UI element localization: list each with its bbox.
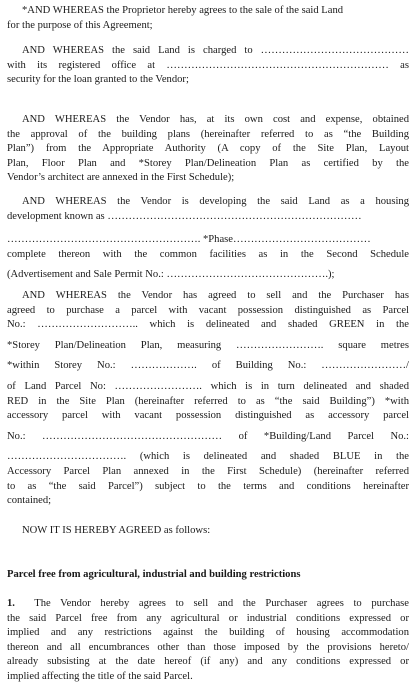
text-line — [7, 597, 409, 612]
text-line: security for the loan granted to the Vendor; — [7, 74, 189, 86]
text-line: to as “the said Parcel”) subject to the terms and conditions hereinafter — [7, 480, 409, 492]
paragraph-parcel-purchase — [7, 289, 409, 509]
text-line: Plan, Floor Plan and *Storey Plan/Delineation Plan as certified by the — [7, 157, 409, 169]
text-line: RED in the Site Plan (hereinafter referred to as “the said Building”) *with — [7, 395, 409, 407]
text-line: development known as ……………………………………………………………… — [7, 210, 362, 222]
text-line: implied affecting the title of the said Parcel. — [7, 670, 193, 682]
text-line: ………………………………………………. *Phase………………………………… — [7, 234, 371, 246]
text-line: *AND WHEREAS the Proprietor hereby agrees to the sale of the said Land — [22, 5, 344, 16]
text-line: Accessory Parcel Plan annexed in the First Schedule) (hereinafter referred — [7, 465, 409, 477]
text-line: Plan”) from the Appropriate Authority (A copy of the Site Plan, Layout — [7, 143, 409, 155]
text-line: AND WHEREAS the Vendor has agreed to sell and the Purchaser has — [22, 290, 409, 301]
text-line: the approval of the building plans (hereinafter referred to as “the Building — [7, 128, 409, 140]
text-line: already subsisting at the date hereof (if any) and any conditions expressed or — [7, 656, 409, 668]
text-line: ……………………………. (which is delineated and shaded BLUE in the — [7, 451, 409, 463]
clause-text: The Vendor hereby agrees to sell and the Purchaser agrees to purchase — [34, 598, 409, 609]
text-line: for the purpose of this Agreement; — [7, 19, 153, 31]
text-line: accessory parcel with vacant possession distinguished as accessory parcel — [7, 410, 409, 422]
text-line: *within Storey No.: ………………. of Building No.: ……………………/ — [7, 360, 409, 372]
text-line: complete thereon with the common facilities as in the Second Schedule — [7, 248, 409, 260]
heading-text: Parcel free from agricultural, industrial and building restrictions — [7, 569, 301, 580]
text-line: with its registered office at ……………………………………………………… as — [7, 59, 409, 71]
paragraph-building-plans — [7, 113, 409, 186]
text-line: implied and any restrictions against the building of housing accommodation — [7, 627, 409, 639]
text-line: (Advertisement and Sale Permit No.: ……………………………………….); — [7, 269, 335, 281]
agreed-statement — [7, 524, 409, 539]
text-line: AND WHEREAS the Vendor has, at its own cost and expense, obtained — [22, 114, 409, 125]
paragraph-housing-development — [7, 195, 409, 283]
text-line: No.: ……………………….. which is delineated and shaded GREEN in the — [7, 319, 409, 331]
paragraph-land-charged — [7, 44, 409, 88]
text-line: the said Parcel free from any agricultural or industrial conditions expressed or — [7, 612, 409, 624]
section-heading — [7, 568, 409, 583]
text-line: AND WHEREAS the Vendor is developing the said Land as a housing — [22, 196, 409, 207]
text-line: AND WHEREAS the said Land is charged to …………………………………… — [22, 45, 409, 56]
text-line: of Land Parcel No: ……………………. which is in turn delineated and shaded — [7, 380, 409, 392]
clause-number: 1. — [7, 598, 15, 609]
text-line: Vendor’s architect are annexed in the First Schedule); — [7, 172, 235, 184]
text-line: No.: …………………………………………… of *Building/Land Parcel No.: — [7, 430, 409, 442]
text-line: *Storey Plan/Delineation Plan, measuring ……………………. square metres — [7, 339, 409, 351]
paragraph-proprietor — [7, 4, 409, 33]
text-line: agreed to purchase a parcel with vacant possession distinguished as Parcel — [7, 304, 409, 316]
clause-1 — [7, 597, 409, 685]
text-line: NOW IT IS HEREBY AGREED as follows: — [22, 525, 211, 536]
text-line: thereon and all encumbrances other than those imposed by the provisions hereto/ — [7, 641, 409, 653]
text-line: contained; — [7, 495, 52, 507]
